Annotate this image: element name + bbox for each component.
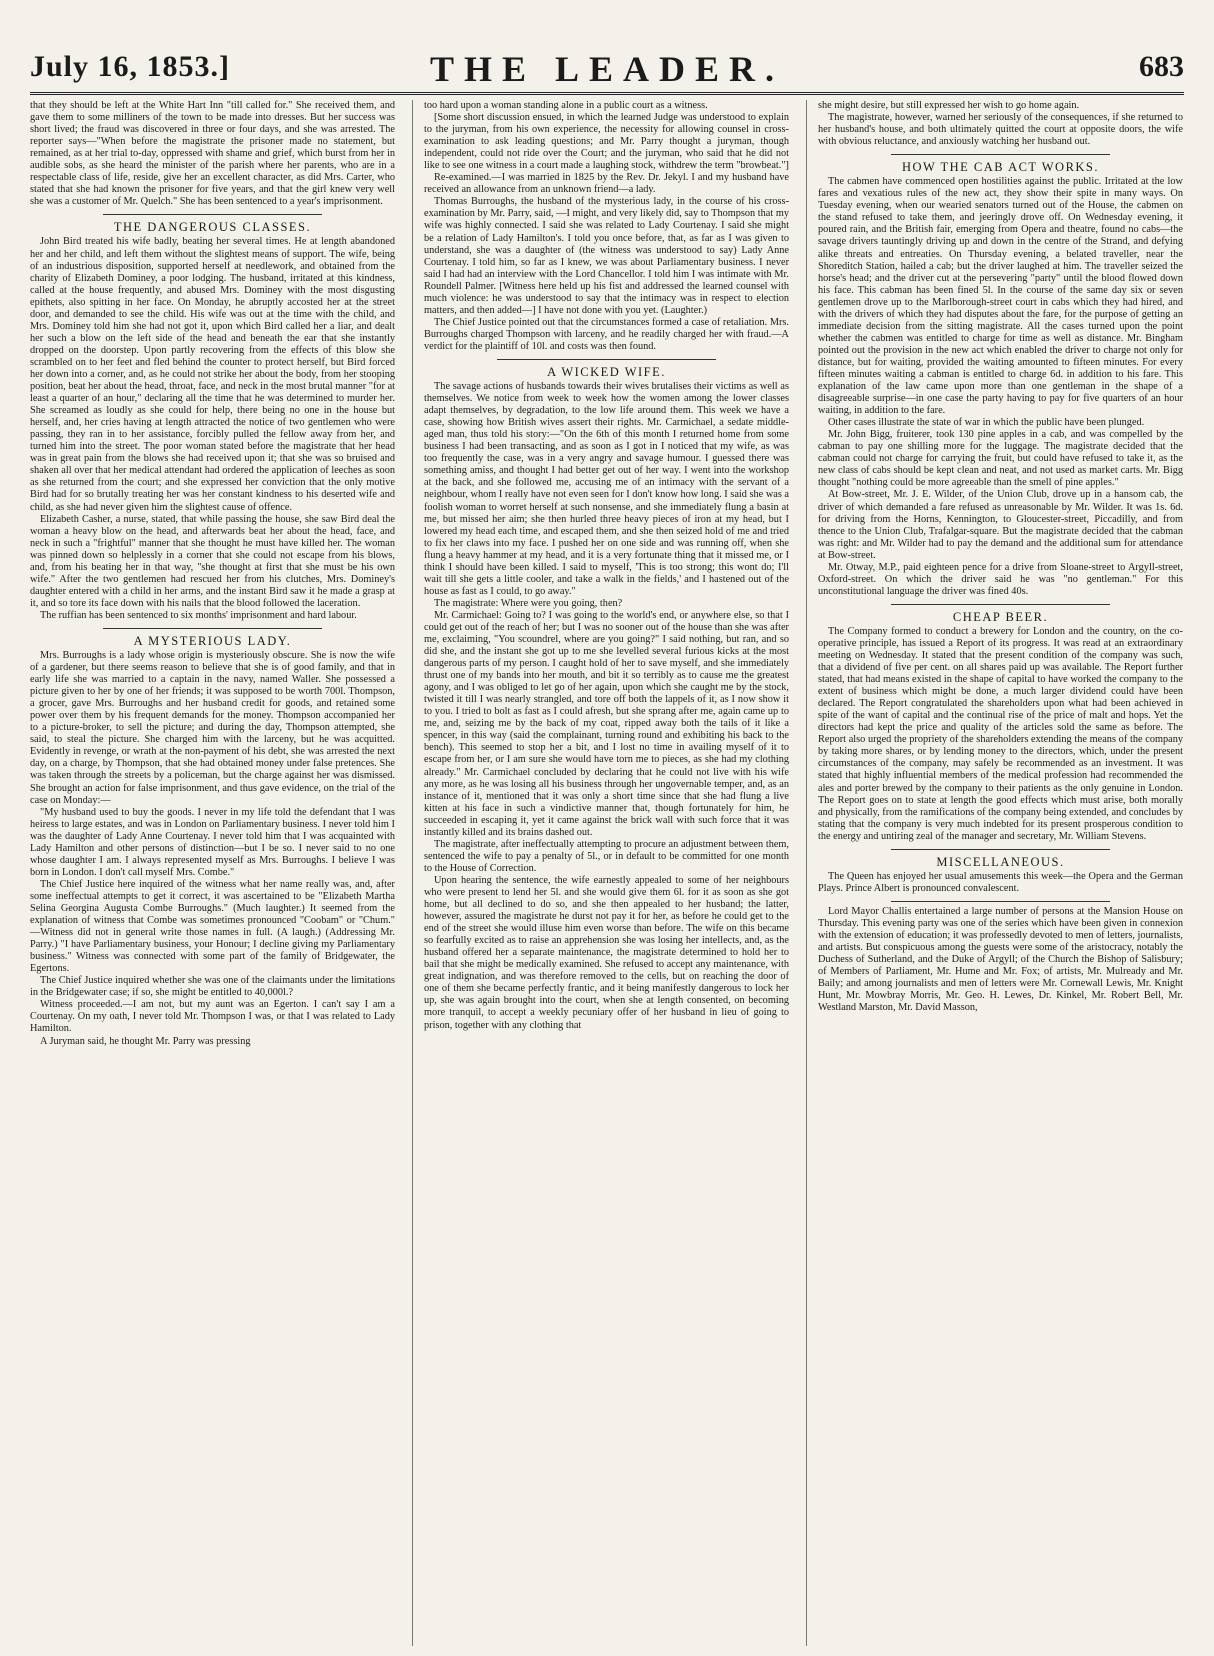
- article-paragraph: The cabmen have commenced open hostilities against the public. Irritated at the low fares and vexatious rules of the new act, they show their spite in many ways. On Tuesday evening, when our wearied senators turned out of the House, the cabmen on the stand refused to take them, and jeeringly drove off. On Wednesday evening, it poured rain, and the British fair, emerging from Opera and theatre, found no cabs—the savage drivers tauntingly driving up and down in the centre of the Strand, and defying alike threats and entreaties. On Thursday evening, a belated traveller, near the Shoreditch Station, hailed a cab; but the driver laughed at him. The traveller seized the horse's head; and the driver cut at the persevering "party" until the blood flowed down his face. This cabman has been fined 5l. In the course of the same day six or seven gentlemen drove up to the Marlborough-street court in cabs which they had hired, and with the drivers of which they had disputes about the fare, for the purpose of getting an immediate decision from the sitting magistrate. All the cases turned upon the point whether the cabmen was entitled to charge for time as well as distance. Mr. Bingham pointed out the provision in the new act which enabled the driver to charge not only for distance, but for waiting, provided the waiting amounted to fifteen minutes. For every fifteen minutes waiting a cabman is entitled to charge 6d. in addition to his fare. This explanation of the law came upon more than one gentleman in the shape of a disagreeable surprise—in one case the party having to pay for five quarters of an hour waiting, in addition to the fare.: [818, 176, 1183, 417]
- issue-date: July 16, 1853.]: [30, 50, 231, 83]
- article-paragraph: The Queen has enjoyed her usual amusements this week—the Opera and the German Plays. Prince Albert is pronounced convalescent.: [818, 870, 1183, 894]
- article-paragraph: Witness proceeded.—I am not, but my aunt was an Egerton. I can't say I am a Courtenay. On my oath, I never told Mr. Thompson I was, or that I was related to Lady Hamilton.: [30, 999, 395, 1035]
- article-paragraph: Mrs. Burroughs is a lady whose origin is mysteriously obscure. She is now the wife of a gardener, but there seems reason to believe that she is of good family, and that in early life she was married to a captain in the navy, named Waller. She possessed a picture given to her by one of her friends; it was supposed to be worth 700l. Thompson, a grocer, gave Mrs. Burroughs and her husband credit for goods, and retained some power over them by his frequent demands for the money. Thompson accompanied her to a picture-broker, to sell the picture; and during the day, Thompson attempted, she said, to steal the picture. She charged him with the larceny, but he was acquitted. Evidently in revenge, or wrath at the non-payment of his debt, she was arrested the next day, on a charge, by Thompson, that she had obtained money under false pretences. She was taken through the streets by a policeman, but the charge against her was dismissed. She brought an action for false imprisonment, and thus gave evidence, on the trial of the case on Monday:—: [30, 650, 395, 806]
- article-paragraph: too hard upon a woman standing alone in a public court as a witness.: [424, 100, 708, 111]
- column-3: [818, 100, 1183, 1650]
- article-paragraph: The ruffian has been sentenced to six months' imprisonment and hard labour.: [40, 609, 357, 621]
- page-number: 683: [1139, 50, 1184, 83]
- column-2: [424, 100, 789, 1650]
- article-paragraph: Elizabeth Casher, a nurse, stated, that while passing the house, she saw Bird deal the woman a heavy blow on the head, and afterwards beat her about the head, face, and neck in such a "frightful" manner that she thought he must have killed her. The woman was pinned down so helplessly in a corner that she could not escape from his blows, and, from his beating her in that way, "she thought at first that she must be his own wife." After the two gentlemen had rescued her from his clutches, Mrs. Dominey's daughter entered with a child in her arms, and the instant Bird saw it he made a grasp at it, and so tore its face down with his nails that the blood followed the laceration.: [30, 513, 395, 609]
- section-rule: [497, 359, 716, 360]
- section-heading-miscellaneous: MISCELLANEOUS.: [936, 854, 1065, 869]
- article-paragraph: "My husband used to buy the goods. I never in my life told the defendant that I was heiress to large estates, and was in London on Parliamentary business. I never told him I was the daughter of Lady Anne Courtenay. I never told him that I was acquainted with Lady Hamilton and other persons of distinction—but I be so. I never said to no one whose daughter I am. I always represented myself as Mrs. Burroughs. I believe I was born in London. I don't call myself Mrs. Combe.": [30, 806, 395, 878]
- section-heading-mysterious-lady: A MYSTERIOUS LADY.: [133, 633, 292, 648]
- article-paragraph: The magistrate, after ineffectually attempting to procure an adjustment between them, sentenced the wife to pay a penalty of 5l., or in default to be committed for one month to the House of Correction.: [424, 838, 789, 874]
- article-paragraph: The Chief Justice inquired whether she was one of the claimants under the limitations in the Bridgewater case; if so, she might be entitled to 40,000l.?: [30, 975, 395, 999]
- section-rule: [891, 901, 1110, 902]
- article-paragraph: Other cases illustrate the state of war in which the public have been plunged.: [828, 417, 1145, 429]
- section-rule: [103, 628, 322, 629]
- article-paragraph: Thomas Burroughs, the husband of the mysterious lady, in the course of his cross-examination by Mr. Parry, said, —I might, and very likely did, say to Thompson that my wife was highly connected. I said she was related to Lady Courtenay. I said she might be a relation of Lady Hamilton's. I told you once before, that, as far as I was given to understand, she was a daughter of (the witness was understood to say) Lady Anne Courtenay. I told him, so far as I knew, we was about Parliamentary business. I never said I had had an interview with the Lord Chancellor. I told him I was intimate with Mr. Roundell Palmer. [Witness here held up his fist and addressed the learned counsel with much violence: he was understood to say that the intimacy was in respect to election matters, and then added—] I have not done with you yet. (Laughter.): [424, 196, 789, 316]
- article-paragraph: The savage actions of husbands towards their wives brutalises their victims as well as themselves. We notice from week to week how the women among the lower classes adapt themselves, by degradation, to the low life around them. This week we have a case, showing how British wives assert their rights. Mr. Carmichael, a sedate middle-aged man, thus told his story:—"On the 6th of this month I returned home from some business I had been transacting, and as soon as I got in I noticed that my wife, as was too frequently the case, was in a very angry and savage humour. I guessed there was something amiss, and thought I had better get out of her way. I went into the workshop at the back, and she followed me, accusing me of an intimacy with the servant of a neighbour, whom I really have not even seen for I don't know how long. I said she was a foolish woman to worret herself at such nonsense, and she immediately flung a basin at me, but missed her aim; she then hurled three heavy pieces of iron at my head, but I lowered my head each time, and escaped them, and she then seized hold of me and tried to fix her claws into my face. I pushed her on one side and was running off, when she flung a heavy hammer at my head, and it is a very fortunate thing that it missed me, or I think I should have been killed. I said to myself, 'This is too strong; this wont do; I'll wait till she gets a little cooler, and take a walk in the fields,' and I hastened out of the house as fast as I could, to go away.": [424, 381, 789, 597]
- section-rule: [103, 214, 322, 215]
- section-heading-dangerous-classes: THE DANGEROUS CLASSES.: [113, 220, 312, 235]
- column-rule: [412, 100, 413, 1646]
- article-paragraph: The magistrate, however, warned her seriously of the consequences, if she returned to her husband's house, and both ultimately quitted the court at opposite doors, the wife with obvious reluctance, and anxiously watching her husband out.: [818, 112, 1183, 148]
- article-paragraph: The Chief Justice pointed out that the circumstances formed a case of retaliation. Mrs. Burroughs charged Thompson with larceny, and he readily charged her with fraud.—A verdict for the plaintiff of 10l. and costs was then found.: [424, 316, 789, 352]
- article-paragraph: The Company formed to conduct a brewery for London and the country, on the co-operative principle, has issued a Report of its progress. It was read at an extraordinary meeting on Wednesday. It stated that the present condition of the company was such, that a dividend of five per cent. on all shares paid up was available. The Report further stated, that had means existed in the shape of capital to have worked the company to the extent of business which might be done, a much larger dividend could have been declared. The Report congratulated the shareholders upon what had been achieved in spite of the want of capital and the continual rise of the price of malt and hops. Yet the directors had kept the price and quality of the articles sold the same as before. The Report also urged the propriety of the shareholders extending the means of the company by taking more shares, or by lending money to the directors, which, under the present circumstances of the company, may safely be recommended as an investment. It was stated that highly influential members of the medical profession had recommended the ales and porter brewed by the company to their patients as the only genuine in London. The Report goes on to state at length the good effects which must arise, both morally and physically, from the ramifications of the company being extended, and concludes by stating that the company is very much indebted for its present prosperous condition to the energy and untiring zeal of the manager and secretary, Mr. William Stevens.: [818, 625, 1183, 842]
- section-heading-cab-act: HOW THE CAB ACT WORKS.: [901, 160, 1100, 175]
- article-paragraph: [Some short discussion ensued, in which the learned Judge was understood to explain to the juryman, from his own experience, the necessity for allowing counsel in cross-examination to ask leading questions; and Mr. Parry thought a juryman, though independent, could not ride over the Court; and the juryman, who said that he did not like to see one witness in a court made a laughing stock, withdrew the term "browbeat."]: [424, 112, 789, 172]
- article-paragraph: At Bow-street, Mr. J. E. Wilder, of the Union Club, drove up in a hansom cab, the driver of which demanded a fare refused as unreasonable by Mr. Wilder. It was 1s. 6d. for driving from the Horns, Kennington, to Gloucester-street, Piccadilly, and from thence to the Union Club, Trafalgar-square. But the magistrate decided that the cabman was right: and Mr. Wilder had to pay the demand and the additional sum for attendance at Bow-street.: [818, 489, 1183, 561]
- article-paragraph: The magistrate: Where were you going, then?: [434, 597, 623, 609]
- section-heading-wicked-wife: A WICKED WIFE.: [547, 364, 666, 379]
- article-paragraph: Mr. Carmichael: Going to? I was going to the world's end, or anywhere else, so that I could get out of the reach of her; but I was no sooner out of the house than she was after me, exclaiming, "You scoundrel, where are you going?" I said nothing, but ran, and so did she, and the instant she got up to me she levelled several furious kicks at the most dangerous parts of my person. I caught hold of her to save myself, and she immediately thrust one of my bands into her mouth, and bit it so terribly as to cause me the greatest agony, and I was obliged to let go of her again, upon which she caught me by the stock, twisted it till I was nearly strangled, and tore off both the lappels of it, as I now show it to you. I tried to bolt as fast as I could afresh, but she sprang after me, again came up to me, and, seizing me by the back of my coat, ripped away both the tails of it like a spencer, in this way (said the complainant, turning round and exhibiting his back to the bench). This seemed to stop her a bit, and I lost no time in availing myself of it to escape from her, or I am sure she would have torn me to pieces, as she had my clothing already." Mr. Carmichael concluded by declaring that he could not live with his wife any more, as he was losing all his business through her ungovernable temper, and, as an instance of it, mentioned that it was only a short time since that she had flung a live kitten at his face in such a vindictive manner that, though fortunately for him, he succeeded in escaping it, yet it came against the brick wall with such force that it was instantly killed and its brains dashed out.: [424, 609, 789, 838]
- section-heading-cheap-beer: CHEAP BEER.: [952, 609, 1049, 624]
- article-paragraph: Upon hearing the sentence, the wife earnestly appealed to some of her neighbours who were present to lend her 5l. and she would give them 6l. for it as soon as she got home, but all declined to do so, and she then appealed to her husband; the latter, however, assured the magistrate he durst not pay it for her, as before he could get to the end of the street she would illuse him even worse than before. The wife on this became so fearfully excited as to raise an apprehension she was losing her intellects, and, as the husband offered her a separate maintenance, the magistrate determined to hold her to bail that she might be medically examined. She refused to accept any maintenance, with great indignation, and was therefore removed to the cells, but on reaching the door of one of them she became perfectly frantic, and it being manifestly dangerous to lock her up, she was again brought into the court, when she at length consented, on becoming more tranquil, to accept a weekly pecuniary offer of her husband in lieu of going to prison, together with any clothing that: [424, 874, 789, 1031]
- column-rule: [806, 100, 807, 1646]
- article-paragraph: Lord Mayor Challis entertained a large number of persons at the Mansion House on Thursday. This evening party was one of the series which have been given in connexion with the extension of education; it was professedly devoted to men of letters, journalists, and artists. But conspicuous among the guests were some of the aristocracy, notably the Duchess of Sutherland, and the Duke of Argyll; of the Church the Bishop of Salisbury; of Members of Parliament, Mr. Hume and Mr. Fox; of artists, Mr. Mulready and Mr. Baily; and among journalists and men of letters were Mr. Cornewall Lewis, Mr. Knight Hunt, Mr. Mowbray Morris, Mr. Geo. H. Lewes, Dr. Kinkel, Mr. Robert Bell, Mr. Westland Marston, Mr. David Masson,: [818, 905, 1183, 1014]
- section-rule: [891, 154, 1110, 155]
- column-1: [30, 100, 395, 1650]
- newspaper-title: THE LEADER.: [429, 49, 785, 89]
- article-paragraph: Re-examined.—I was married in 1825 by the Rev. Dr. Jekyl. I and my husband have received an allowance from an unknown friend—a lady.: [424, 172, 789, 196]
- article-paragraph: John Bird treated his wife badly, beating her several times. He at length abandoned her and her child, and left them without the slightest means of support. The wife, being of an industrious disposition, supported herself at needlework, and obtained from the charity of Elizabeth Dominey, a poor lodging. The husband, irritated at this kindness, called at the house frequently, and abused Mrs. Dominey with the most disgusting epithets, also spitting in her face. On Monday, he abruptly accosted her at the street door, and demanded to see the child. His wife was out at the time with the child, and Mrs. Dominey told him she had not got it, upon which Bird called her a liar, and dealt her such a blow on the left side of the head and beneath the ear that she instantly dropped on the doorstep. Upon partly recovering from the effects of this blow she scrambled on to her feet and fled behind the counter to protect herself, but Bird forced her down into a corner, and, as he could not strike her about the body, from her stooping position, beat her about the head, throat, face, and neck in the most brutal manner "for at least a quarter of an hour," declaring all the time that he was determined to murder her. She screamed as loudly as she could for help, there being no one in the house but herself, and, her cries having at length attracted the notice of two gentlemen who were passing, they ran in to her assistance, forcibly pulled the fellow away from her, and turned him into the street. The poor woman stated before the magistrate that her head was in great pain from the blows she had received upon it; that she was so bruised and shaken all over that her medical attendant had ordered the application of leeches as soon as she returned from the court; and she expressed her conviction that the only motive Bird had for so brutally treating her was her constant kindness to his deserted wife and child, as she had never given him the slightest cause of offence.: [30, 236, 395, 513]
- article-paragraph: A Juryman said, he thought Mr. Parry was pressing: [40, 1035, 251, 1047]
- masthead: [30, 44, 1184, 95]
- article-paragraph: The Chief Justice here inquired of the witness what her name really was, and, after some ineffectual attempts to get it correct, it was ascertained to be "Elizabeth Martha Selina Georgina Augusta Combe Burroughs." (Much laughter.) It seemed from the explanation of witness that Combe was sometimes pronounced "Coobam" or "Chum." —Witness did not in general write those names in full. (A laugh.) (Addressing Mr. Parry.) "I have Parliamentary business, your Honour; I decline giving my Parliamentary business." Witness was connected with some part of the family of Bridgewater, the Egertons.: [30, 878, 395, 975]
- section-rule: [891, 849, 1110, 850]
- article-paragraph: that they should be left at the White Hart Inn "till called for." She received them, and gave them to some milliners of the town to be made into dresses. But her success was short lived; the fraud was discovered in three or four days, and she was arrested. The reporter says—"When before the magistrate the prisoner made no statement, but remained, as at her trial to-day, oppressed with shame and grief, which burst from her in audible sobs, as she heard the minister of the parish where her parents, who are in a respectable class of life, reside, give her an excellent character, as did Mrs. Carter, who stated that she had known the prisoner for five years, and that the girl knew very well she was a customer of Mr. Quelch." She has been sentenced to a year's imprisonment.: [30, 100, 395, 208]
- article-paragraph: she might desire, but still expressed her wish to go home again.: [818, 100, 1080, 111]
- article-paragraph: Mr. Otway, M.P., paid eighteen pence for a drive from Sloane-street to Argyll-street, Oxford-street. On which the driver said he was "no gentleman." For this unconstitutional language the driver was fined 40s.: [818, 561, 1183, 597]
- article-paragraph: Mr. John Bigg, fruiterer, took 130 pine apples in a cab, and was compelled by the cabman to pay one shilling more for the luggage. The magistrate decided that the cabman could not charge for carrying the fruit, but could have refused to take it, as the new class of cabs should be kept clean and neat, and not used as market carts. Mr. Bigg thought "nothing could be more agreeable than the smell of pine apples.": [818, 429, 1183, 489]
- section-rule: [891, 604, 1110, 605]
